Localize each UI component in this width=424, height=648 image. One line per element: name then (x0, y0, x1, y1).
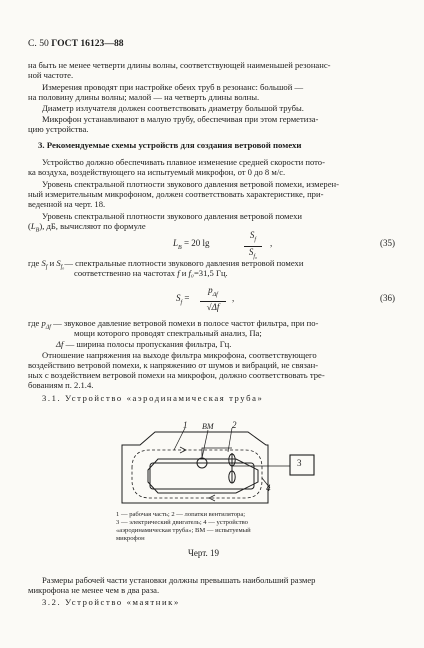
equation-number-36: (36) (380, 293, 395, 303)
paragraph-line: цию устройства. (28, 124, 89, 134)
symbol-lb: $L_B$ (30, 221, 40, 234)
paragraph-line: веденной на черт. 18. (28, 199, 106, 209)
figure-title: Черт. 19 (188, 548, 219, 558)
electric-motor (290, 455, 314, 475)
paragraph-line: микрофона не менее чем в два раза. (28, 585, 160, 595)
figure-caption-line: микрофон (116, 535, 145, 542)
paragraph-line: Размеры рабочей части установки должны превышать наибольший размер (42, 575, 316, 585)
paragraph-line: Отношение напряжения на выходе фильтра микрофона, соответствующего (42, 350, 317, 360)
where-line: где $S_f$ и $S_{f_0}—$ спектральные плотности звукового давления ветровой помехи (28, 258, 304, 271)
equation-35-fraction: $S_f$ $S_{f_0}$ (244, 231, 262, 262)
paragraph-line: бованиям п. 2.1.4. (28, 380, 94, 390)
figure-label-1: 1 (183, 420, 188, 430)
figure-label-3: 3 (297, 458, 302, 468)
equation-35-lhs: $L_B = 20$ lg (173, 238, 210, 251)
figure-label-2: 2 (232, 420, 237, 430)
equation-number-35: (35) (380, 238, 395, 248)
tunnel-inner-wall (148, 459, 258, 493)
page-number: С. 50 (28, 38, 49, 49)
paragraph-line: Уровень спектральной плотности звукового давления ветровой помехи, измерен- (42, 179, 340, 189)
paragraph-line: воздействию ветровой помехи, к напряжению от шумов и вибраций, не связан- (28, 360, 319, 370)
where-line: Δf — ширина полосы пропускания фильтра, Гц. (56, 339, 232, 349)
paragraph-line: на быть не менее четверти длины волны, соответствующей наименьшей резонанс- (28, 60, 331, 70)
paragraph-line: $(L_B)$, дБ, вычисляют по формуле (28, 221, 146, 234)
figure-caption-line: 3 — электрический двигатель; 4 — устройство (116, 519, 248, 526)
working-section (150, 463, 254, 489)
subsection-title: 3.2. Устройство «маятник» (42, 597, 180, 607)
figure-label-bm: ВМ (202, 422, 214, 431)
equation-36-lhs: $S_f$ = (176, 293, 190, 306)
paragraph-line: Измерения проводят при настройке обеих труб в резонанс: большой — (42, 82, 304, 92)
where-line: мощи которого проводят спектральный анализ, Па; (74, 328, 262, 338)
equation-36-fraction: $p_{\Delta f}$ √Δf (200, 286, 226, 312)
subsection-title: 3.1. Устройство «аэродинамическая труба» (42, 393, 264, 403)
paragraph-line: Уровень спектральной плотности звукового давления ветровой помехи (42, 211, 303, 221)
equation-36-comma: , (232, 293, 235, 303)
paragraph-line: Микрофон устанавливают в малую трубу, обеспечивая при этом герметиза- (42, 114, 319, 124)
paragraph-line: ный измерительным микрофоном, должен соответствовать характеристике, при- (28, 189, 324, 199)
where-line: соответственно на частотах f и f₀=31,5 Гц. (74, 268, 228, 278)
paragraph-line: на половину длины волны; малой — на четверть длины волны. (28, 92, 260, 102)
airflow-path (132, 450, 262, 498)
paragraph-line: ной частоте. (28, 70, 74, 80)
figure-label-4: 4 (266, 483, 271, 493)
section-title: 3. Рекомендуемые схемы устройств для создания ветровой помехи (38, 140, 302, 150)
paragraph-line: Диаметр излучателя должен соответствовать диаметру большой трубы. (42, 103, 304, 113)
figure-caption-line: «аэродинамическая труба»; ВМ — испытуемый (116, 527, 251, 534)
paragraph-line: Устройство должно обеспечивать плавное изменение средней скорости пото- (42, 157, 325, 167)
equation-35-comma: , (270, 238, 273, 248)
paragraph-line: ных с воздействием ветровой помехи на микрофон, должно соответствовать тре- (28, 370, 325, 380)
where-line: где $p_{\Delta f}$ — звуковое давление ветровой помехи в полосе частот фильтра, при по- (28, 318, 319, 331)
figure-caption-line: 1 — рабочая часть; 2 — лопатки вентилятора; (116, 511, 246, 518)
paragraph-line: ка воздуха, воздействующего на испытуемый микрофон, от 0 до 8 м/с. (28, 167, 286, 177)
tunnel-outer-wall (122, 432, 268, 503)
gost-number: ГОСТ 16123—88 (51, 38, 124, 49)
